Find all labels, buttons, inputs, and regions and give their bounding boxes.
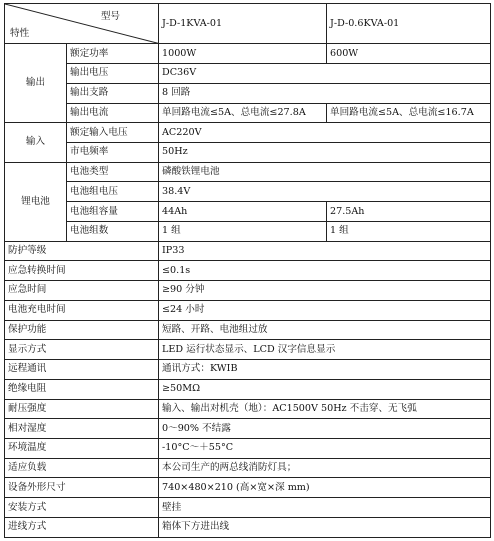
row-value-model-1: 1 组 bbox=[159, 221, 327, 241]
row-value: ≤24 小时 bbox=[159, 300, 491, 320]
row-label: 输出电流 bbox=[67, 103, 159, 123]
row-value-model-1: 1000W bbox=[159, 44, 327, 64]
row-value: ≥50MΩ bbox=[159, 379, 491, 399]
battery-count-row bbox=[5, 221, 491, 241]
row-value: ≥90 分钟 bbox=[159, 281, 491, 301]
spec-table bbox=[4, 3, 491, 538]
row-label: 耐压强度 bbox=[5, 399, 159, 419]
row-label: 绝缘电阻 bbox=[5, 379, 159, 399]
output-voltage-row bbox=[5, 64, 491, 84]
spec-row bbox=[5, 478, 491, 498]
row-label: 防护等级 bbox=[5, 241, 159, 261]
row-label: 设备外形尺寸 bbox=[5, 478, 159, 498]
row-label: 电池充电时间 bbox=[5, 300, 159, 320]
battery-type-row bbox=[5, 162, 491, 182]
row-label: 环境温度 bbox=[5, 439, 159, 459]
input-frequency-row bbox=[5, 142, 491, 162]
output-current-row bbox=[5, 103, 491, 123]
row-value: ≤0.1s bbox=[159, 261, 491, 281]
row-value: 箱体下方进出线 bbox=[159, 517, 491, 537]
row-label: 远程通讯 bbox=[5, 360, 159, 380]
row-label: 显示方式 bbox=[5, 340, 159, 360]
row-label: 应急转换时间 bbox=[5, 261, 159, 281]
row-value-model-2: 27.5Ah bbox=[327, 202, 491, 222]
row-label: 安装方式 bbox=[5, 498, 159, 518]
spec-row bbox=[5, 281, 491, 301]
diagonal-header-cell bbox=[5, 4, 159, 44]
row-value: AC220V bbox=[159, 123, 491, 143]
spec-row bbox=[5, 498, 491, 518]
row-value: -10°C～＋55°C bbox=[159, 439, 491, 459]
input-rated-voltage-row bbox=[5, 123, 491, 143]
row-label: 保护功能 bbox=[5, 320, 159, 340]
row-value: DC36V bbox=[159, 64, 491, 84]
header-row bbox=[5, 4, 491, 44]
row-value: 输入、输出对机壳（地）：AC1500V 50Hz 不击穿、无飞弧 bbox=[159, 399, 491, 419]
row-value-model-1: 单回路电流≤5A、总电流≤27.8A bbox=[159, 103, 327, 123]
row-label: 相对湿度 bbox=[5, 419, 159, 439]
row-label: 适应负载 bbox=[5, 458, 159, 478]
row-label: 电池组电压 bbox=[67, 182, 159, 202]
group-input: 输入 bbox=[5, 123, 67, 162]
model-2-header: J-D-0.6KVA-01 bbox=[327, 4, 491, 44]
row-label: 电池类型 bbox=[67, 162, 159, 182]
row-value: 8 回路 bbox=[159, 83, 491, 103]
row-value: 0～90% 不结露 bbox=[159, 419, 491, 439]
output-rated-power-row bbox=[5, 44, 491, 64]
row-value-model-2: 单回路电流≤5A、总电流≤16.7A bbox=[327, 103, 491, 123]
row-label: 输出电压 bbox=[67, 64, 159, 84]
spec-row bbox=[5, 458, 491, 478]
row-value: 磷酸铁锂电池 bbox=[159, 162, 491, 182]
output-branches-row bbox=[5, 83, 491, 103]
spec-row bbox=[5, 340, 491, 360]
spec-row bbox=[5, 241, 491, 261]
row-value: 38.4V bbox=[159, 182, 491, 202]
row-label: 市电频率 bbox=[67, 142, 159, 162]
spec-row bbox=[5, 360, 491, 380]
spec-row bbox=[5, 320, 491, 340]
row-value: LED 运行状态显示、LCD 汉字信息显示 bbox=[159, 340, 491, 360]
row-value: 短路、开路、电池组过放 bbox=[159, 320, 491, 340]
battery-capacity-row bbox=[5, 202, 491, 222]
row-value: 壁挂 bbox=[159, 498, 491, 518]
spec-row bbox=[5, 517, 491, 537]
row-value-model-1: 44Ah bbox=[159, 202, 327, 222]
spec-row bbox=[5, 261, 491, 281]
model-label: 型号 bbox=[100, 11, 120, 22]
group-battery: 锂电池 bbox=[5, 162, 67, 241]
spec-row bbox=[5, 439, 491, 459]
row-value: IP33 bbox=[159, 241, 491, 261]
row-label: 输出支路 bbox=[67, 83, 159, 103]
row-value: 740×480×210 (高×宽×深 mm) bbox=[159, 478, 491, 498]
model-1-header: J-D-1KVA-01 bbox=[159, 4, 327, 44]
feature-label: 特性 bbox=[10, 28, 30, 40]
row-value: 通讯方式：KWIB bbox=[159, 360, 491, 380]
group-output: 输出 bbox=[5, 44, 67, 123]
row-label: 电池组数 bbox=[67, 221, 159, 241]
battery-voltage-row bbox=[5, 182, 491, 202]
row-value: 本公司生产的两总线消防灯具； bbox=[159, 458, 491, 478]
row-value-model-2: 1 组 bbox=[327, 221, 491, 241]
spec-row bbox=[5, 419, 491, 439]
row-label: 应急时间 bbox=[5, 281, 159, 301]
spec-row bbox=[5, 379, 491, 399]
row-label: 电池组容量 bbox=[67, 202, 159, 222]
spec-row bbox=[5, 399, 491, 419]
spec-row bbox=[5, 300, 491, 320]
row-value-model-2: 600W bbox=[327, 44, 491, 64]
row-label: 额定功率 bbox=[67, 44, 159, 64]
row-label: 进线方式 bbox=[5, 517, 159, 537]
row-value: 50Hz bbox=[159, 142, 491, 162]
row-label: 额定输入电压 bbox=[67, 123, 159, 143]
